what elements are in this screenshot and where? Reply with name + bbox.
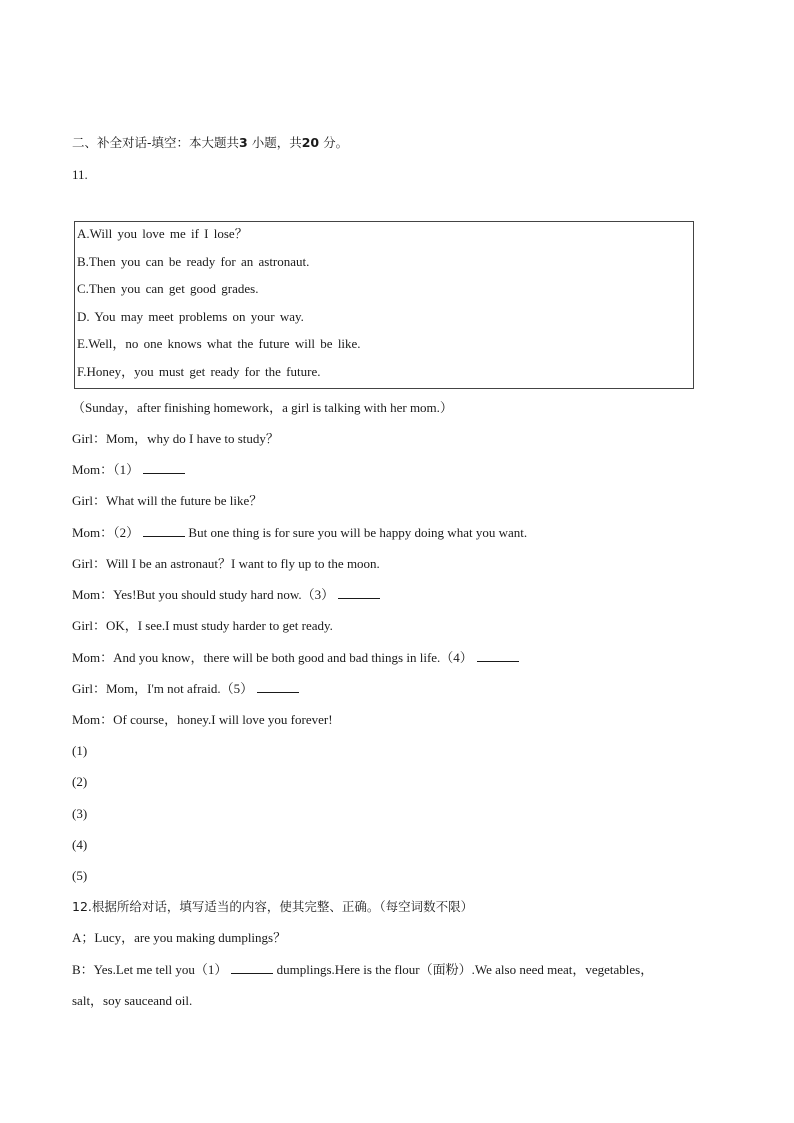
heading-mid: 小题，共 [251, 135, 302, 150]
heading-prefix: 二、补全对话-填空：本大题共 [72, 135, 240, 150]
q12-line: salt，soy sauceand oil. [72, 993, 193, 1008]
total-score: 20 [301, 135, 320, 150]
blank-3[interactable] [338, 586, 380, 599]
option-f: F.Honey，you must get ready for the future. [77, 364, 321, 379]
heading-suffix: 分。 [323, 135, 349, 150]
dialogue-line: Mom：（2） But one thing is for sure you will be happy doing what you want. [72, 525, 528, 540]
dialogue-line: Mom：Yes!But you should study hard now.（3） [72, 586, 380, 604]
q12-blank-1[interactable] [231, 961, 273, 974]
dialogue-line: Mom：（1） [72, 461, 185, 479]
option-b: B.Then you can be ready for an astronaut. [77, 254, 310, 269]
option-e: E.Well，no one knows what the future will be like. [77, 336, 361, 351]
question-count: 3 [239, 135, 248, 150]
option-c: C.Then you can get good grades. [77, 281, 259, 296]
dialogue-line: Girl：What will the future be like？ [72, 493, 263, 508]
question-12-title: 12.根据所给对话，填写适当的内容，使其完整、正确。（每空词数不限） [72, 899, 474, 914]
section-heading [72, 134, 348, 152]
dialogue-line: Girl：Mom，why do I have to study？ [72, 431, 279, 446]
blank-1[interactable] [143, 461, 185, 474]
answer-slot-5[interactable]: (5) [72, 868, 88, 883]
blank-2[interactable] [143, 524, 185, 537]
option-a: A.Will you love me if I lose？ [77, 226, 248, 241]
dialogue-line: Girl：Will I be an astronaut？I want to fly up to the moon. [72, 556, 380, 571]
question-11-number: 11. [72, 167, 88, 182]
blank-5[interactable] [257, 680, 299, 693]
answer-slot-3[interactable]: (3) [72, 806, 88, 821]
dialogue-line: Mom：Of course，honey.I will love you forever! [72, 712, 333, 727]
dialogue-line: Girl：OK，I see.I must study harder to get ready. [72, 618, 333, 633]
answer-slot-2[interactable]: (2) [72, 774, 88, 789]
answer-slot-1[interactable]: (1) [72, 743, 88, 758]
options-box [74, 221, 694, 389]
answer-slot-4[interactable]: (4) [72, 837, 88, 852]
option-d: D. You may meet problems on your way. [77, 309, 304, 324]
dialogue-scene: （Sunday，after finishing homework，a girl is talking with her mom.） [72, 400, 453, 415]
dialogue-line: Mom：And you know，there will be both good and bad things in life.（4） [72, 649, 519, 667]
q12-line: B：Yes.Let me tell you（1） dumplings.Here is the flour（面粉）.We also need meat，vegetables， [72, 962, 654, 977]
q12-line: A；Lucy，are you making dumplings？ [72, 930, 287, 945]
blank-4[interactable] [477, 649, 519, 662]
dialogue-line: Girl：Mom，I'm not afraid.（5） [72, 680, 299, 698]
